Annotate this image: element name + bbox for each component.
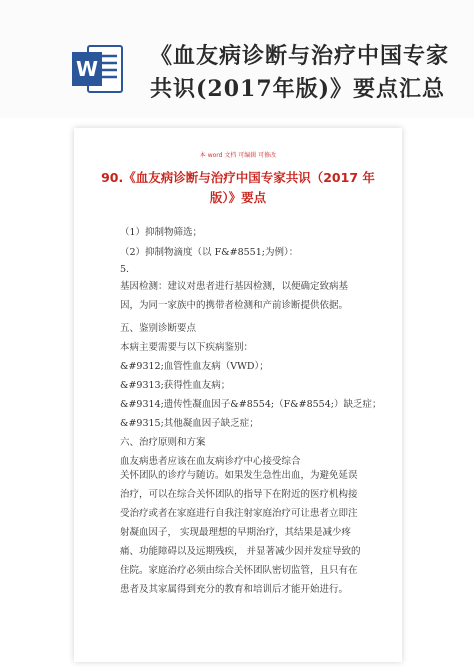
section-heading: 五、鉴别诊断要点 [120,323,197,334]
word-document-icon [70,42,124,96]
list-item: &#9315;其他凝血因子缺乏症； [120,418,259,429]
svg-text:W: W [75,57,99,81]
list-item: &#9314;遗传性凝血因子&#8554;（F&#8554;）缺乏症； [120,399,382,410]
document-page [74,128,402,662]
page-title: 《血友病诊断与治疗中国专家共识(2017年版)》要点汇总 [150,43,450,102]
text-line: （1）抑制物筛选； [120,227,203,238]
text-line: 本病主要需要与以下疾病鉴别： [120,342,254,353]
list-item: &#9312;血管性血友病（VWD）； [120,361,269,372]
section-heading: 六、治疗原则和方案 [120,437,206,448]
header-bar [0,0,474,118]
list-item: &#9313;获得性血友病； [120,380,231,391]
text-line: 5. [120,264,130,275]
text-paragraph: 基因检测：建议对患者进行基因检测，以便确定致病基因，为同一家族中的携带者检测和产前诊断提供依据。 [120,281,349,311]
text-line: 血友病患者应该在血友病诊疗中心接受综合 [120,456,301,467]
editable-banner: 本 word 文档 可编辑 可修改 [199,152,277,159]
text-line: （2）抑制物滴度（以 F&#8551;为例）： [120,247,299,258]
text-paragraph: 关怀团队的诊疗与随访。如果发生急性出血，为避免延误治疗，可以在综合关怀团队的指导下在附近的医疗机构接受治疗或者在家庭进行自我注射家庭治疗可让患者立即注射凝血因子， 实现最理想的早期治疗，其结果是减少疼痛、功能障碍以及远期残疾， 并显著减少因并发症导致的住院。家庭治疗必须由综合关怀团队密切监管，且只有在患者及其家属得到充分的教育和培训后才能开始进行。 [120,470,361,595]
document-title: 90.《血友病诊断与治疗中国专家共识（2017 年版）》要点 [101,170,375,205]
